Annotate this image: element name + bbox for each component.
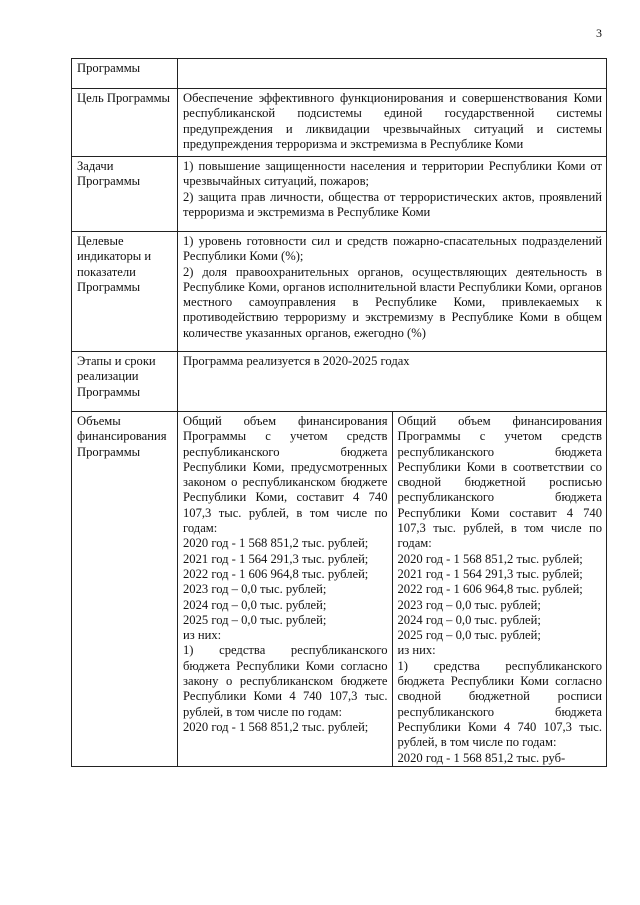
funding-year: 2020 год - 1 568 851,2 тыс. руб-	[397, 750, 566, 765]
indicator-item: 2) доля правоохранительных органов, осуществляющих деятельность в Республике Коми, органов исполнительной власти Республики Коми, органов местного самоуправления в Республике Коми, привлекаемых к противодействию терроризму и экстремизму в Республике Коми в общем количестве указанных органов, ежегодно (%)	[183, 264, 602, 340]
row-content-programs	[178, 59, 607, 89]
funding-year: 2025 год – 0,0 тыс. рублей;	[183, 612, 327, 627]
funding-year: 2023 год – 0,0 тыс. рублей;	[183, 582, 327, 597]
funding-source: 1) средства республиканского бюджета Республики Коми согласно сводной бюджетной росписи республиканского бюджета Республики Коми 4 740 107,3 тыс. рублей, в том числе по годам:	[397, 658, 602, 750]
funding-of-them: из них:	[183, 628, 222, 643]
funding-year: 2022 год - 1 606 964,8 тыс. рублей;	[397, 582, 583, 597]
row-indicators	[72, 232, 607, 352]
row-label-programs: Программы	[72, 59, 178, 89]
indicator-item: 1) уровень готовности сил и средств пожарно-спасательных подразделений Республики Коми (%);	[183, 234, 602, 264]
row-label-goal: Цель Программы	[72, 89, 178, 157]
funding-year: 2023 год – 0,0 тыс. рублей;	[397, 597, 541, 612]
funding-year: 2020 год - 1 568 851,2 тыс. рублей;	[183, 536, 369, 551]
funding-comparison	[178, 412, 606, 766]
row-content-tasks	[178, 157, 607, 232]
program-passport-table	[71, 58, 607, 767]
row-label-stages: Этапы и сроки реализации Программы	[72, 352, 178, 412]
row-content-indicators	[178, 232, 607, 352]
funding-intro: Общий объем финансирования Программы с учетом средств республиканского бюджета Республики Коми в соответствии со сводной бюджетной росписью республиканского бюджета Республики Коми составит 4 740 107,3 тыс. рублей, в том числе по годам:	[397, 414, 602, 551]
row-label-funding: Объемы финансирования Программы	[72, 412, 178, 767]
row-funding	[72, 412, 607, 767]
row-label-tasks: Задачи Программы	[72, 157, 178, 232]
row-content-funding	[178, 412, 607, 767]
task-item: 2) защита прав личности, общества от террористических актов, проявлений терроризма и экстремизма в Республике Коми	[183, 189, 602, 219]
funding-year: 2022 год - 1 606 964,8 тыс. рублей;	[183, 566, 369, 581]
funding-year: 2021 год - 1 564 291,3 тыс. рублей;	[183, 551, 369, 566]
funding-year: 2021 год - 1 564 291,3 тыс. рублей;	[397, 566, 583, 581]
task-item: 1) повышение защищенности населения и территории Республики Коми от чрезвычайных ситуаций, пожаров;	[183, 159, 602, 189]
row-stages	[72, 352, 607, 412]
funding-year: 2020 год - 1 568 851,2 тыс. рублей;	[397, 551, 583, 566]
funding-year: 2024 год – 0,0 тыс. рублей;	[397, 612, 541, 627]
row-content-goal: Обеспечение эффективного функционирования и совершенствования Коми республиканской подсистемы единой государственной системы предупреждения и ликвидации чрезвычайных ситуаций и системы предупреждения терроризма и экстремизма в Республике Коми	[178, 89, 607, 157]
row-content-stages: Программа реализуется в 2020-2025 годах	[178, 352, 607, 412]
page-number: 3	[596, 26, 602, 40]
row-programs	[72, 59, 607, 89]
funding-year: 2024 год – 0,0 тыс. рублей;	[183, 597, 327, 612]
funding-source: 1) средства республиканского бюджета Республики Коми согласно закону о республиканском бюджете Республики Коми 4 740 107,3 тыс. рублей, в том числе по годам:	[183, 643, 388, 719]
funding-intro: Общий объем финансирования Программы с учетом средств республиканского бюджета Республики Коми, предусмотренных законом о республиканском бюджете Республики Коми, составит 4 740 107,3 тыс. рублей, в том числе по годам:	[183, 414, 388, 536]
funding-column-law	[178, 412, 392, 766]
row-goal	[72, 89, 607, 157]
funding-column-budget-list	[392, 412, 607, 766]
row-tasks	[72, 157, 607, 232]
funding-year: 2020 год - 1 568 851,2 тыс. рублей;	[183, 719, 369, 734]
funding-of-them: из них:	[397, 643, 436, 658]
row-label-indicators: Целевые индикаторы и показатели Программы	[72, 232, 178, 352]
funding-year: 2025 год – 0,0 тыс. рублей;	[397, 628, 541, 643]
